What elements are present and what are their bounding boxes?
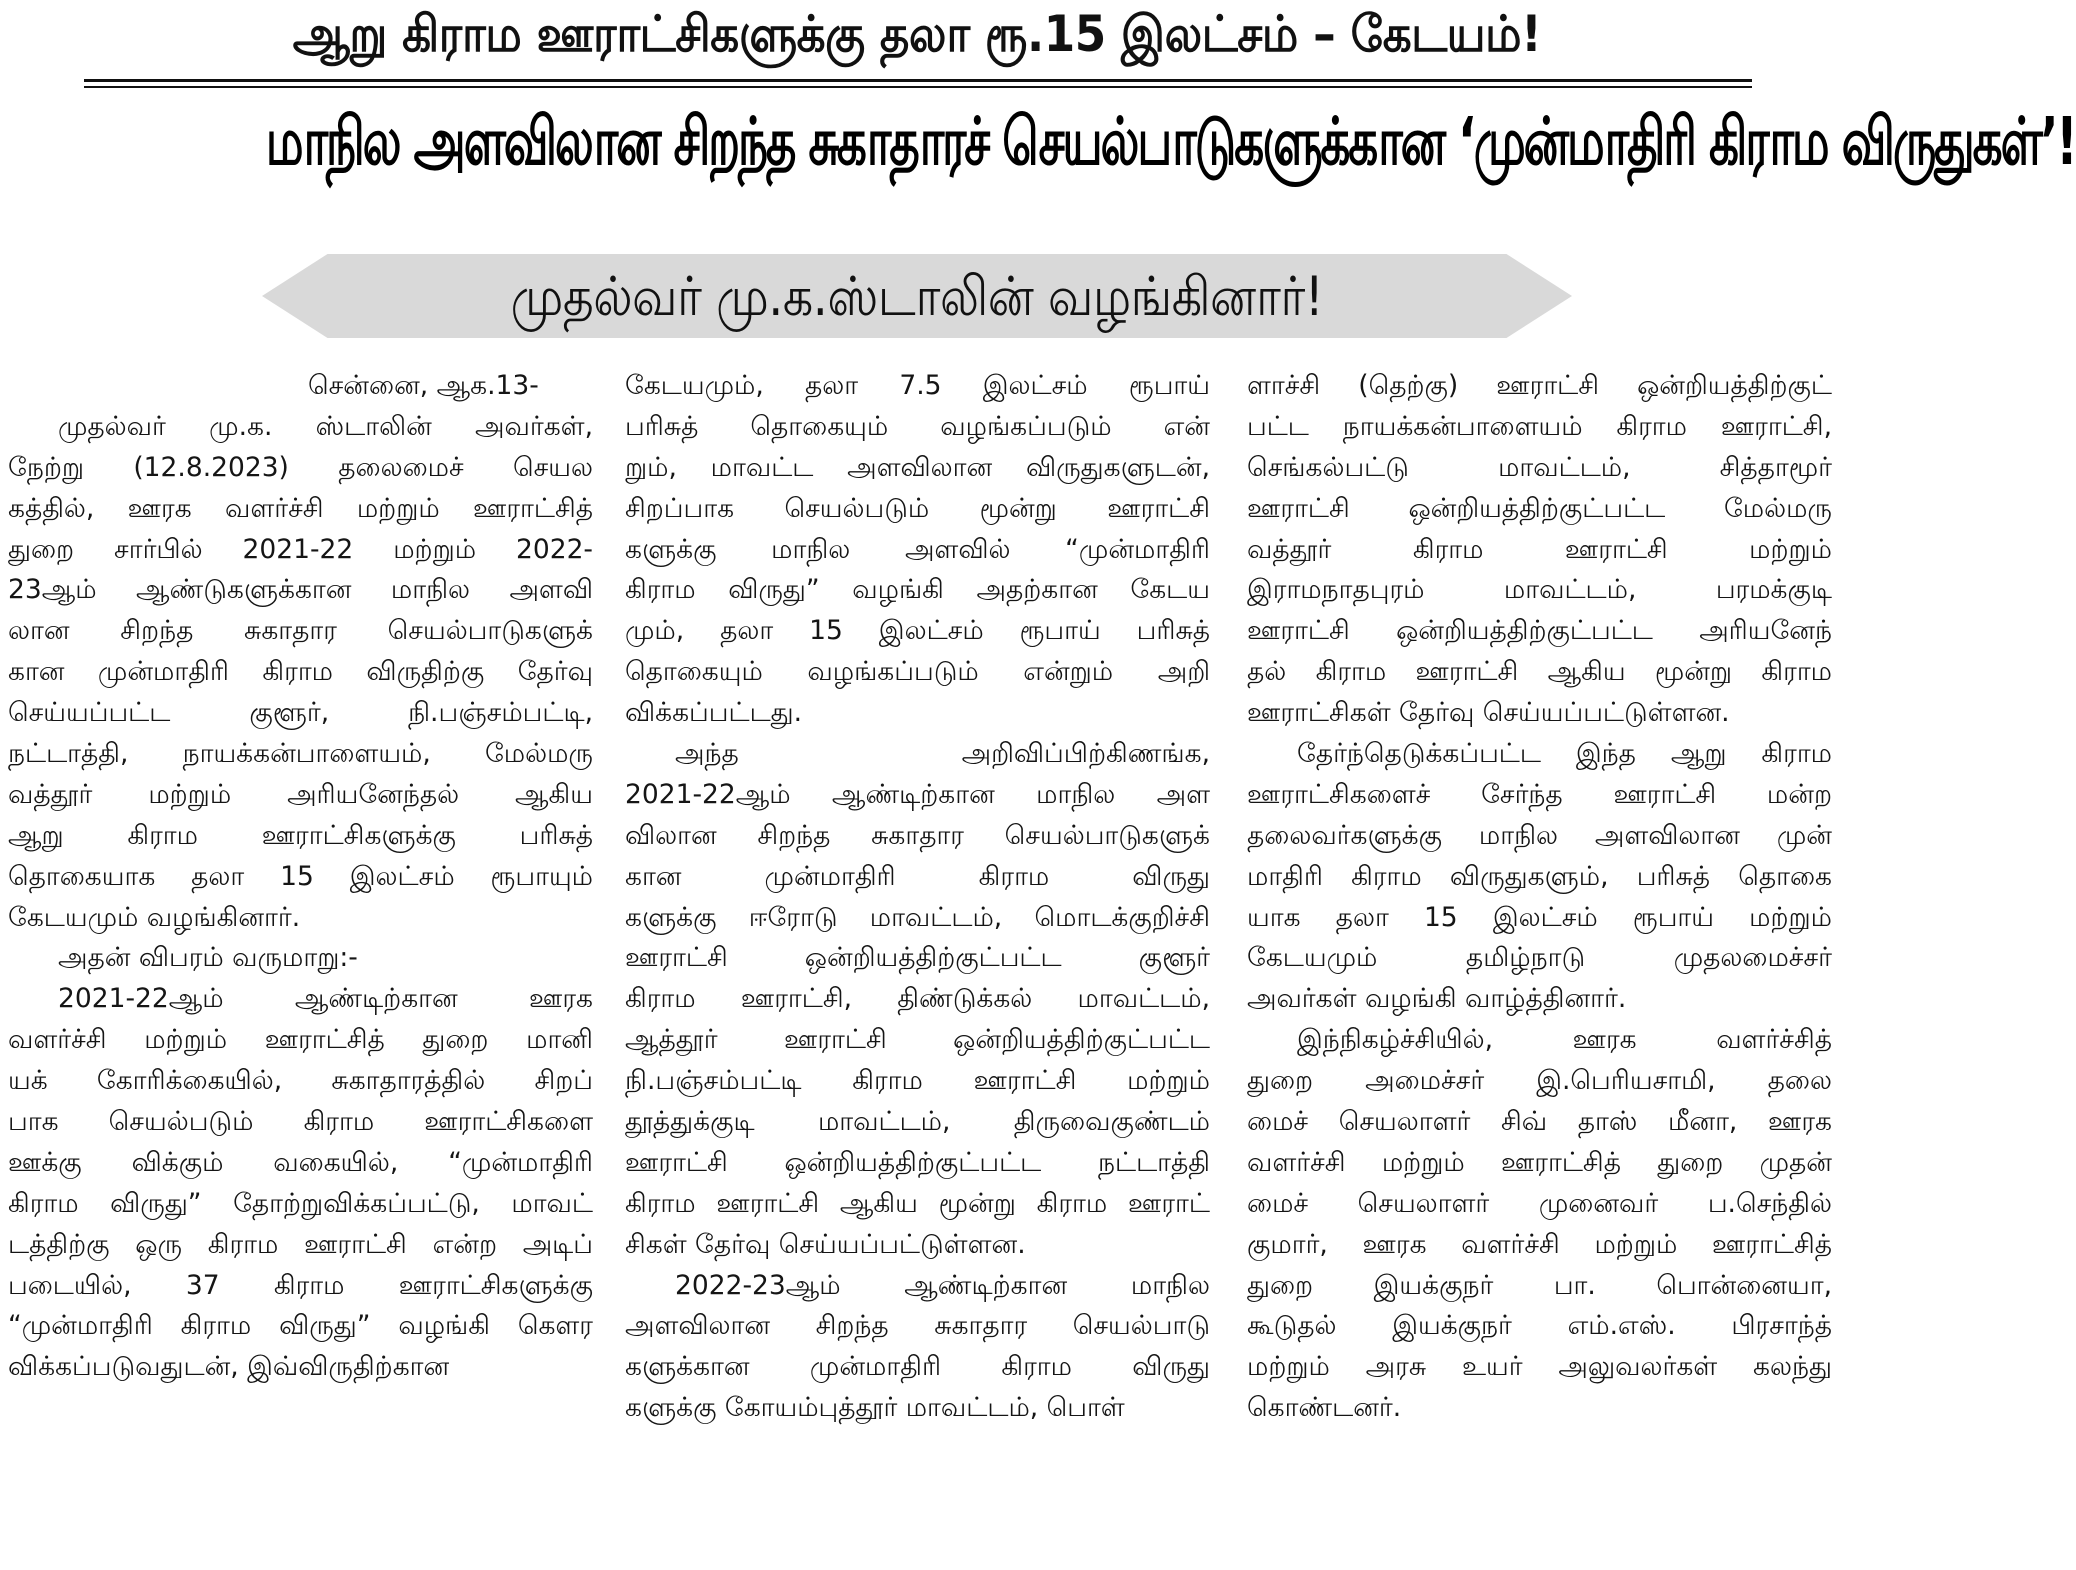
article-column-1 — [8, 366, 593, 1388]
article-line: துறை அமைச்சர் இ.பெரியசாமி, தலை — [1247, 1065, 1832, 1097]
article-line: மைச் செயலாளர் சிவ் தாஸ் மீனா, ஊரக — [1247, 1106, 1832, 1138]
article-line: மாதிரி கிராம விருதுகளும், பரிசுத் தொகை — [1247, 860, 1832, 892]
article-line: 23ஆம் ஆண்டுகளுக்கான மாநில அளவி — [8, 574, 593, 606]
article-line: ஊக்கு விக்கும் வகையில், “முன்மாதிரி — [8, 1146, 593, 1178]
article-line: விலான சிறந்த சுகாதார செயல்பாடுகளுக் — [625, 819, 1210, 851]
article-line: களுக்கு கோயம்புத்தூர் மாவட்டம், பொள் — [625, 1392, 1125, 1424]
article-line: கூடுதல் இயக்குநர் எம்.எஸ். பிரசாந்த் — [1247, 1310, 1832, 1342]
article-line: 2021-22ஆம் ஆண்டிற்கான ஊரக — [58, 983, 593, 1015]
article-line: ஊராட்சி ஒன்றியத்திற்குட்பட்ட நட்டாத்தி — [625, 1146, 1210, 1178]
article-line: வளர்ச்சி மற்றும் ஊராட்சித் துறை முதன் — [1247, 1146, 1832, 1178]
main-headline-text: மாநில அளவிலான சிறந்த சுகாதாரச் செயல்பாடுகளுக்கான ‘முன்மாதிரி கிராம விருதுகள்’! — [265, 103, 2076, 180]
article-line: முதல்வர் மு.க. ஸ்டாலின் அவர்கள், — [58, 410, 593, 442]
article-line: துறை சார்பில் 2021-22 மற்றும் 2022- — [8, 533, 593, 565]
article-column-2 — [625, 366, 1210, 1429]
article-line: 2022-23ஆம் ஆண்டிற்கான மாநில — [675, 1269, 1210, 1301]
article-line: பரிசுத் தொகையும் வழங்கப்படும் என் — [625, 410, 1210, 442]
article-line: சிகள் தேர்வு செய்யப்பட்டுள்ளன. — [625, 1228, 1026, 1260]
article-line: ஊராட்சிகளைச் சேர்ந்த ஊராட்சி மன்ற — [1247, 778, 1832, 810]
article-line: 2021-22ஆம் ஆண்டிற்கான மாநில அள — [625, 778, 1210, 810]
article-line: நி.பஞ்சம்பட்டி கிராம ஊராட்சி மற்றும் — [625, 1065, 1210, 1097]
article-line: துறை இயக்குநர் பா. பொன்னையா, — [1247, 1269, 1832, 1301]
article-line: விக்கப்பட்டது. — [625, 697, 803, 729]
article-line: குமார், ஊரக வளர்ச்சி மற்றும் ஊராட்சித் — [1247, 1228, 1832, 1260]
article-line: கத்தில், ஊரக வளர்ச்சி மற்றும் ஊராட்சித் — [8, 492, 593, 524]
article-line: கொண்டனர். — [1247, 1392, 1402, 1424]
article-line: பட்ட நாயக்கன்பாளையம் கிராம ஊராட்சி, — [1247, 410, 1832, 442]
article-line: ளாச்சி (தெற்கு) ஊராட்சி ஒன்றியத்திற்குட் — [1247, 370, 1832, 401]
article-line: வளர்ச்சி மற்றும் ஊராட்சித் துறை மானி — [8, 1024, 593, 1056]
article-line: நட்டாத்தி, நாயக்கன்பாளையம், மேல்மரு — [8, 738, 593, 770]
article-line: லான சிறந்த சுகாதார செயல்பாடுகளுக் — [8, 615, 593, 647]
article-line: ஊராட்சி ஒன்றியத்திற்குட்பட்ட மேல்மரு — [1247, 492, 1832, 524]
article-line: அந்த அறிவிப்பிற்கிணங்க, — [675, 738, 1210, 770]
article-line: யாக தலா 15 இலட்சம் ரூபாய் மற்றும் — [1247, 901, 1832, 933]
article-line: கிராம விருது” வழங்கி அதற்கான கேடய — [625, 574, 1210, 606]
main-headline — [265, 102, 2076, 181]
article-line: தூத்துக்குடி மாவட்டம், திருவைகுண்டம் — [625, 1106, 1210, 1138]
article-line: ஊராட்சி ஒன்றியத்திற்குட்பட்ட குளூர் — [625, 942, 1210, 974]
article-line: இராமநாதபுரம் மாவட்டம், பரமக்குடி — [1247, 574, 1832, 606]
article-line: களுக்கான முன்மாதிரி கிராம விருது — [625, 1351, 1210, 1383]
article-line: இந்நிகழ்ச்சியில், ஊரக வளர்ச்சித் — [1297, 1024, 1832, 1056]
article-line: தலைவர்களுக்கு மாநில அளவிலான முன் — [1247, 819, 1832, 851]
article-line: கான முன்மாதிரி கிராம விருது — [625, 860, 1210, 892]
article-line: வத்தூர் மற்றும் அரியனேந்தல் ஆகிய — [8, 778, 593, 810]
article-line: ஆத்தூர் ஊராட்சி ஒன்றியத்திற்குட்பட்ட — [625, 1024, 1210, 1056]
article-line: கான முன்மாதிரி கிராம விருதிற்கு தேர்வு — [8, 656, 593, 688]
article-line: களுக்கு ஈரோடு மாவட்டம், மொடக்குறிச்சி — [625, 901, 1210, 933]
article-line: சென்னை, ஆக.13- — [308, 370, 539, 401]
article-line: அவர்கள் வழங்கி வாழ்த்தினார். — [1247, 983, 1627, 1015]
article-line: கிராம ஊராட்சி ஆகிய மூன்று கிராம ஊராட் — [625, 1187, 1210, 1219]
article-line: கேடயமும், தலா 7.5 இலட்சம் ரூபாய் — [625, 370, 1210, 401]
subheadline: முதல்வர் மு.க.ஸ்டாலின் வழங்கினார்! — [510, 265, 1324, 328]
article-line: தொகையும் வழங்கப்படும் என்றும் அறி — [625, 656, 1210, 688]
article-line: செய்யப்பட்ட குளூர், நி.பஞ்சம்பட்டி, — [8, 697, 593, 729]
article-line: விக்கப்படுவதுடன், இவ்விருதிற்கான — [8, 1351, 450, 1383]
article-line: வத்தூர் கிராம ஊராட்சி மற்றும் — [1247, 533, 1832, 565]
headline-rule-thin — [84, 86, 1752, 88]
article-line: அளவிலான சிறந்த சுகாதார செயல்பாடு — [625, 1310, 1210, 1342]
article-line: கிராம ஊராட்சி, திண்டுக்கல் மாவட்டம், — [625, 983, 1210, 1015]
article-line: அதன் விபரம் வருமாறு:- — [58, 942, 358, 974]
article-line: படையில், 37 கிராம ஊராட்சிகளுக்கு — [8, 1269, 593, 1301]
article-line: மைச் செயலாளர் முனைவர் ப.செந்தில் — [1247, 1187, 1832, 1219]
article-line: ஊராட்சி ஒன்றியத்திற்குட்பட்ட அரியனேந் — [1247, 615, 1832, 647]
article-line: மற்றும் அரசு உயர் அலுவலர்கள் கலந்து — [1247, 1351, 1832, 1383]
article-line: கிராம விருது” தோற்றுவிக்கப்பட்டு, மாவட் — [8, 1187, 593, 1219]
article-line: றும், மாவட்ட அளவிலான விருதுகளுடன், — [625, 451, 1210, 483]
article-line: ஊராட்சிகள் தேர்வு செய்யப்பட்டுள்ளன. — [1247, 697, 1730, 729]
article-line: “முன்மாதிரி கிராம விருது” வழங்கி கௌர — [8, 1310, 593, 1342]
article-column-3 — [1247, 366, 1832, 1429]
article-line: பாக செயல்படும் கிராம ஊராட்சிகளை — [8, 1106, 593, 1138]
headline-rule — [84, 79, 1752, 82]
article-line: கேடயமும் வழங்கினார். — [8, 901, 301, 933]
article-line: டத்திற்கு ஒரு கிராம ஊராட்சி என்ற அடிப் — [8, 1228, 593, 1260]
article-line: யக் கோரிக்கையில், சுகாதாரத்தில் சிறப் — [8, 1065, 593, 1097]
article-line: நேற்று (12.8.2023) தலைமைச் செயல — [8, 451, 593, 483]
article-line: செங்கல்பட்டு மாவட்டம், சித்தாமூர் — [1247, 451, 1832, 483]
article-line: தொகையாக தலா 15 இலட்சம் ரூபாயும் — [8, 860, 593, 892]
article-line: தேர்ந்தெடுக்கப்பட்ட இந்த ஆறு கிராம — [1297, 738, 1832, 770]
article-line: ஆறு கிராம ஊராட்சிகளுக்கு பரிசுத் — [8, 819, 593, 851]
article-line: தல் கிராம ஊராட்சி ஆகிய மூன்று கிராம — [1247, 656, 1832, 688]
article-line: சிறப்பாக செயல்படும் மூன்று ஊராட்சி — [625, 492, 1210, 524]
article-line: மும், தலா 15 இலட்சம் ரூபாய் பரிசுத் — [625, 615, 1210, 647]
article-line: களுக்கு மாநில அளவில் “முன்மாதிரி — [625, 533, 1210, 565]
article-line: கேடயமும் தமிழ்நாடு முதலமைச்சர் — [1247, 942, 1832, 974]
kicker-headline: ஆறு கிராம ஊராட்சிகளுக்கு தலா ரூ.15 இலட்சம் – கேடயம்! — [292, 5, 1542, 63]
